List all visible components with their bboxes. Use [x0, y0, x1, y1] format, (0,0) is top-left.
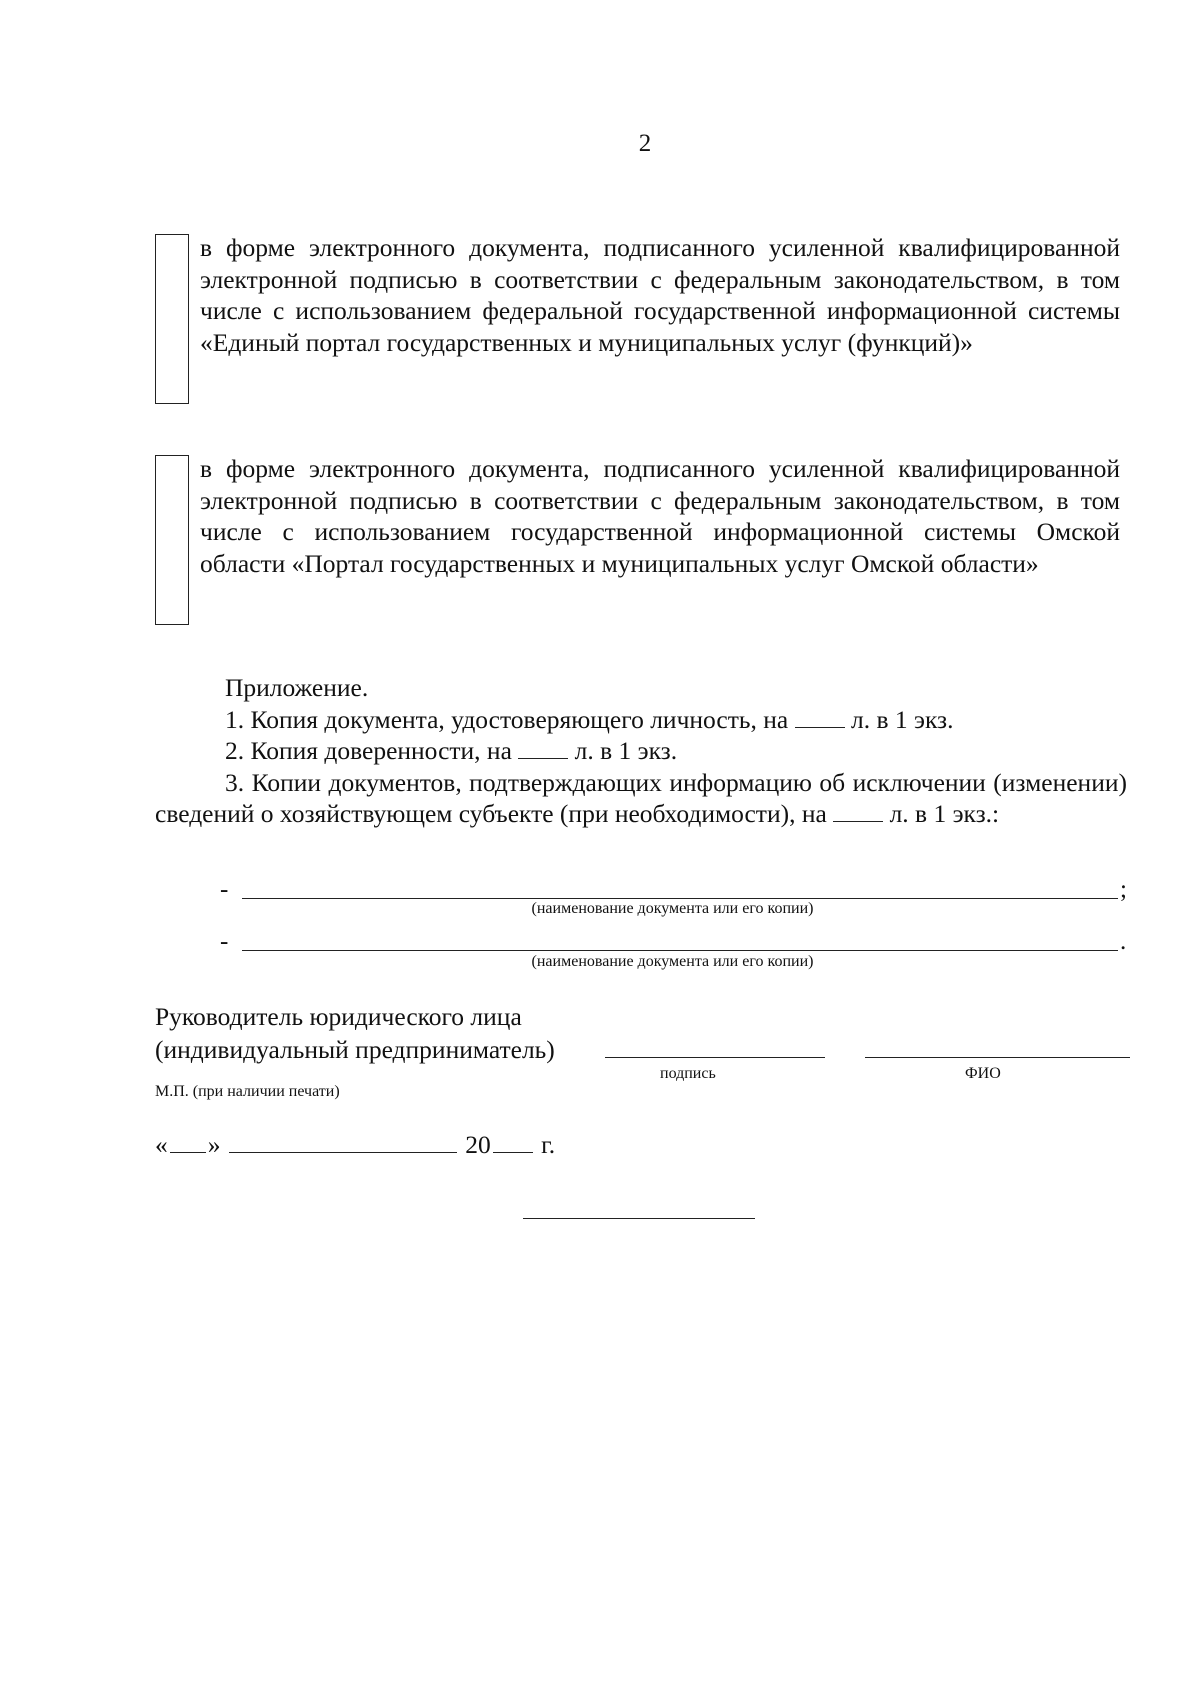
- checkbox-omsk-portal[interactable]: [155, 455, 189, 625]
- appendix-heading: Приложение.: [225, 673, 369, 702]
- option-text-federal-portal: в форме электронного документа, подписанного усиленной квалифицированной электронной подписью в соответствии с федеральным законодательством, в том числе с использованием федеральной государственной информационной системы «Единый портал государственных и муниципальных услуг (функций)»: [200, 233, 1120, 357]
- page-number: 2: [638, 130, 652, 157]
- signature-title-line-2: (индивидуальный предприниматель): [155, 1035, 555, 1064]
- signature-caption: подпись: [660, 1065, 716, 1082]
- stamp-note: М.П. (при наличии печати): [155, 1083, 340, 1100]
- date-close-quote: »: [207, 1130, 221, 1159]
- appendix-item-2-text: 2. Копия доверенности, на: [225, 736, 512, 765]
- option-text-omsk-portal: в форме электронного документа, подписанного усиленной квалифицированной электронной подписью в соответствии с федеральным законодательством, в том числе с использованием государственной информационной системы Омской области «Портал государственных и муниципальных услуг Омской области»: [200, 454, 1120, 578]
- document-line-dash: -: [220, 928, 229, 955]
- year-prefix: 20: [465, 1130, 491, 1159]
- appendix-item-2: [155, 735, 1127, 767]
- document-name-underline: [242, 898, 1118, 899]
- signature-title-line-1: Руководитель юридического лица: [155, 1002, 522, 1031]
- appendix-item-3-text: 3. Копии документов, подтверждающих информацию об исключении (изменении) сведений о хозяйствующем субъекте (при необходимости), на: [155, 767, 1127, 828]
- sheets-count-field-3[interactable]: [833, 820, 883, 822]
- full-name-caption: ФИО: [965, 1065, 1001, 1082]
- end-of-document-rule: [523, 1218, 755, 1219]
- document-line-end: ;: [1120, 876, 1127, 903]
- document-name-caption: (наименование документа или его копии): [531, 900, 814, 917]
- document-line-dash: -: [220, 876, 229, 903]
- day-field[interactable]: [170, 1151, 206, 1153]
- year-field[interactable]: [493, 1151, 533, 1153]
- sheets-count-field-1[interactable]: [795, 726, 845, 728]
- signature-field[interactable]: [605, 1057, 825, 1058]
- appendix-item-1: [155, 704, 1127, 736]
- appendix-item-3: [155, 767, 1127, 830]
- checkbox-federal-portal[interactable]: [155, 234, 189, 404]
- sheets-count-field-2[interactable]: [518, 757, 568, 759]
- year-suffix: г.: [541, 1130, 556, 1159]
- full-name-field[interactable]: [865, 1057, 1130, 1058]
- date-open-quote: «: [155, 1130, 168, 1159]
- appendix-section: [155, 672, 1127, 830]
- month-field[interactable]: [229, 1151, 457, 1153]
- document-line-end: .: [1120, 928, 1127, 955]
- appendix-item-3-suffix: л. в 1 экз.:: [889, 799, 1000, 828]
- document-name-underline: [242, 950, 1118, 951]
- appendix-item-1-text: 1. Копия документа, удостоверяющего личность, на: [225, 704, 789, 734]
- document-name-caption: (наименование документа или его копии): [531, 953, 814, 970]
- appendix-item-2-suffix: л. в 1 экз.: [574, 736, 678, 765]
- appendix-item-1-suffix: л. в 1 экз.: [850, 704, 954, 734]
- date-line: [155, 1130, 555, 1160]
